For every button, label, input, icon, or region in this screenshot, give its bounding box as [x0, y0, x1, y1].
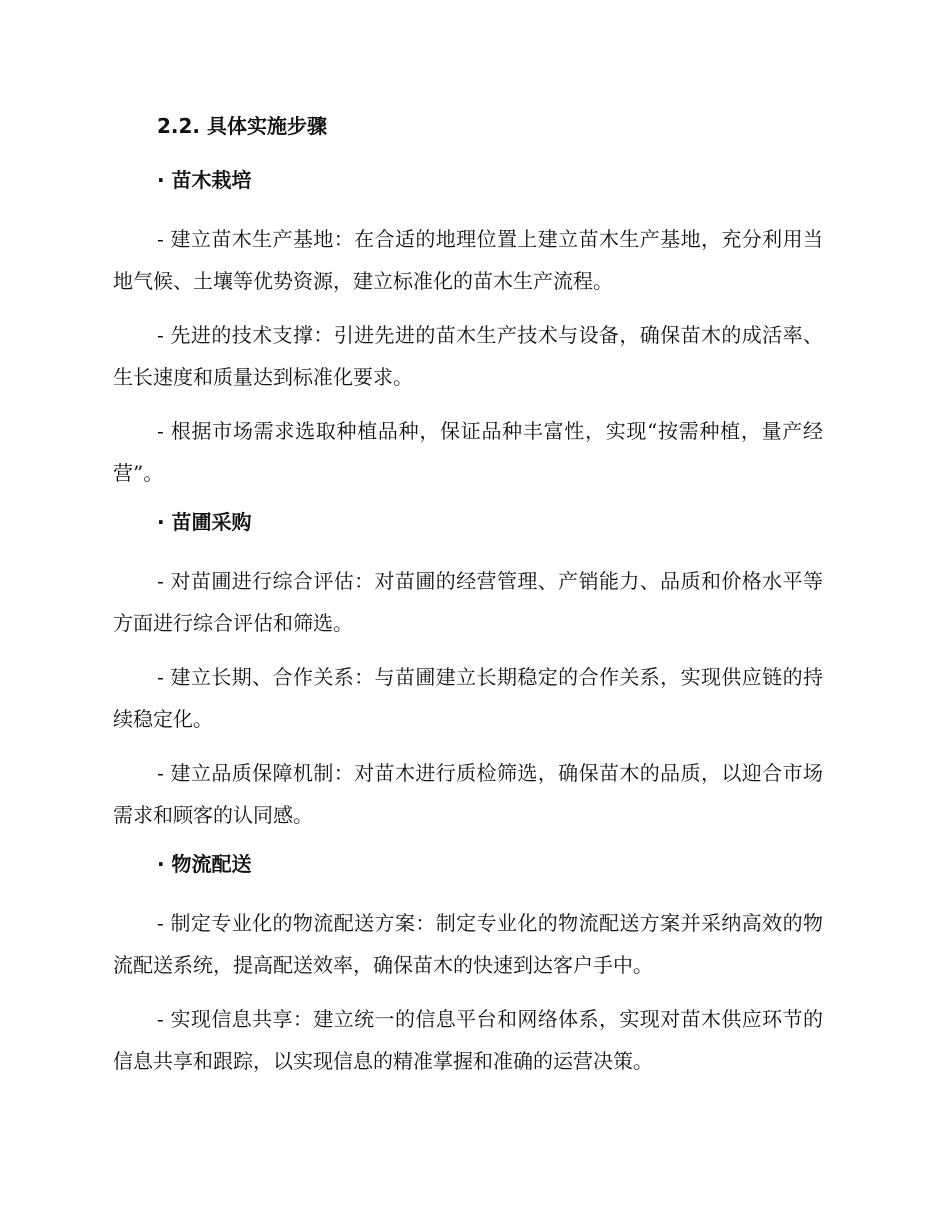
subsection-title-logistics-delivery: · 物流配送: [157, 852, 252, 876]
paragraph: - 建立苗木生产基地：在合适的地理位置上建立苗木生产基地，充分利用当地气候、土壤等优势资源，建立标准化的苗木生产流程。: [113, 227, 823, 293]
subsection-title-nursery-procurement: · 苗圃采购: [157, 510, 252, 534]
paragraph: - 实现信息共享：建立统一的信息平台和网络体系，实现对苗木供应环节的信息共享和跟踪，以实现信息的精准掌握和准确的运营决策。: [113, 1007, 823, 1073]
paragraph: - 对苗圃进行综合评估：对苗圃的经营管理、产销能力、品质和价格水平等方面进行综合评估和筛选。: [113, 569, 823, 635]
paragraph: - 先进的技术支撑：引进先进的苗木生产技术与设备，确保苗木的成活率、生长速度和质量达到标准化要求。: [113, 323, 823, 389]
paragraph: - 建立品质保障机制：对苗木进行质检筛选，确保苗木的品质，以迎合市场需求和顾客的认同感。: [113, 761, 823, 827]
paragraph: - 建立长期、合作关系：与苗圃建立长期稳定的合作关系，实现供应链的持续稳定化。: [113, 665, 823, 731]
paragraph: - 制定专业化的物流配送方案：制定专业化的物流配送方案并采纳高效的物流配送系统，提高配送效率，确保苗木的快速到达客户手中。: [113, 911, 823, 977]
subsection-title-seedling-cultivation: · 苗木栽培: [157, 168, 252, 192]
paragraph: - 根据市场需求选取种植品种，保证品种丰富性，实现“按需种植，量产经营”。: [113, 419, 823, 485]
document-body: [113, 110, 823, 1094]
section-title: 2.2. 具体实施步骤: [157, 114, 327, 138]
